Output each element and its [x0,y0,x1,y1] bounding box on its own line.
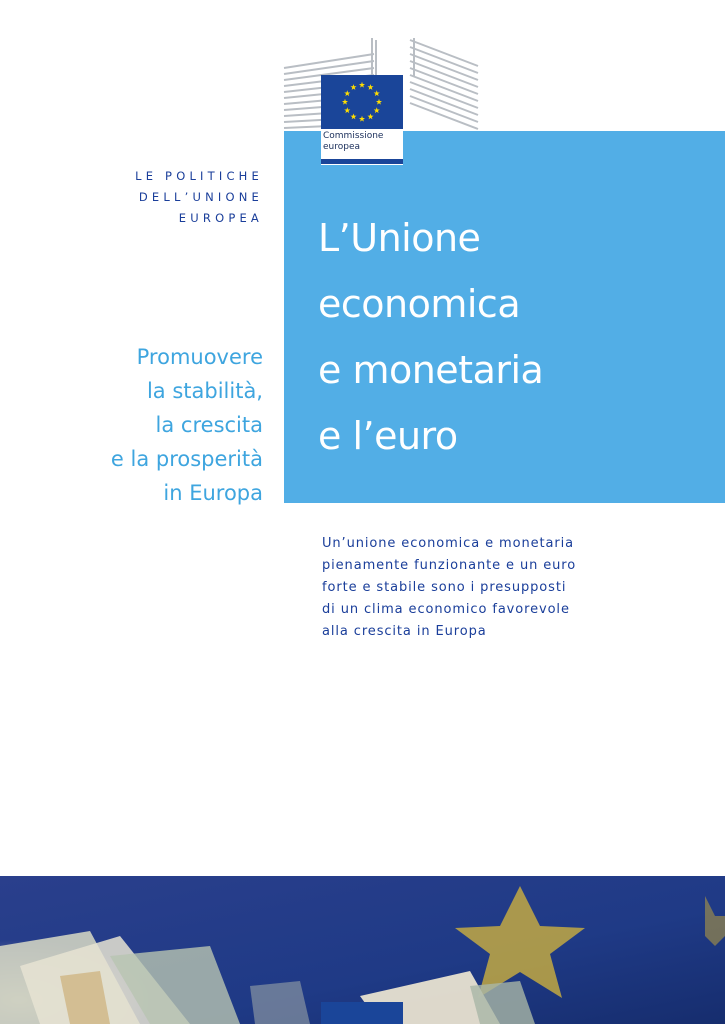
page-title [318,205,718,469]
star-icon [342,99,348,105]
bottom-accent-bar [321,1002,403,1024]
series-line1: LE POLITICHE [135,169,263,183]
series-label [135,166,263,229]
title-line3: e monetaria [318,348,544,392]
title-line2: economica [318,282,521,326]
star-icon [367,114,373,120]
star-icon [359,82,365,88]
star-icon [350,84,356,90]
series-line3: EUROPEA [178,211,263,225]
subtitle-line2: la stabilità, [146,379,263,403]
commission-logo [321,75,403,165]
description-line1: Un’unione economica e monetaria [322,536,574,551]
subtitle-line5: in Europa [163,481,263,505]
star-icon [374,107,380,113]
description-line4: di un clima economico favorevole [322,602,570,617]
eu-flag-icon [321,75,403,129]
star-icon [374,90,380,96]
star-icon [359,116,365,122]
description [322,533,652,643]
star-icon [344,107,350,113]
subtitle-line1: Promuovere [136,345,263,369]
star-icon [367,84,373,90]
organization-name-line2: europea [323,142,361,152]
star-icon [376,99,382,105]
logo-underline [321,159,403,164]
star-icon [350,114,356,120]
description-line2: pienamente funzionante e un euro [322,558,577,573]
organization-name [323,131,403,153]
title-line4: e l’euro [318,414,458,458]
series-line2: DELL’UNIONE [138,190,263,204]
subtitle [111,340,263,510]
subtitle-line3: la crescita [155,413,263,437]
organization-name-line1: Commissione [323,131,384,141]
description-line5: alla crescita in Europa [322,624,487,639]
star-icon [344,90,350,96]
description-line3: forte e stabile sono i presupposti [322,580,567,595]
title-line1: L’Unione [318,216,481,260]
subtitle-line4: e la prosperità [110,447,263,471]
